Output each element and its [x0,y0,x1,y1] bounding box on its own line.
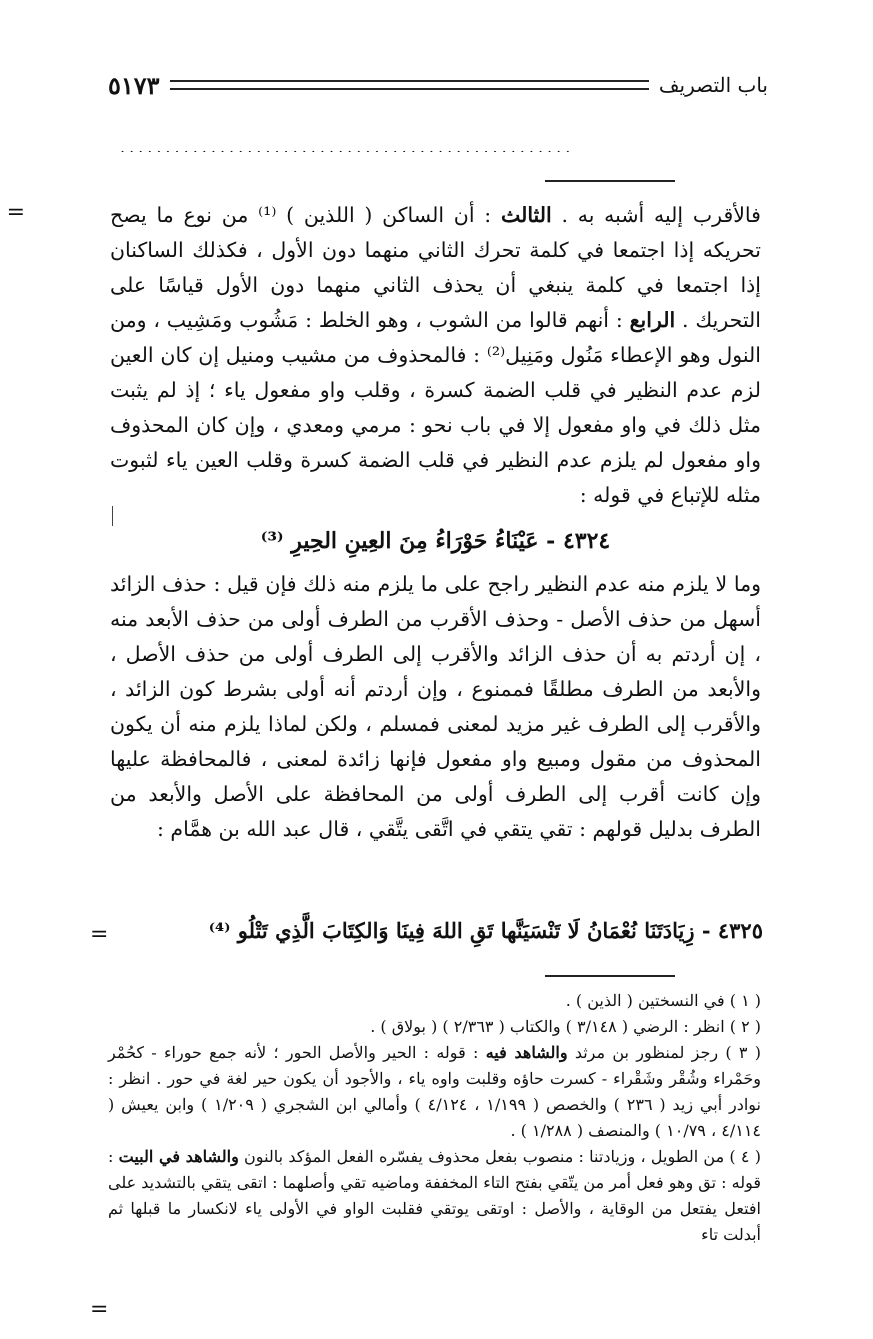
running-header [108,60,768,110]
continuation-mark: = [6,200,25,225]
text-run: : قوله : الحير والأصل الحور ؛ لأنه جمع حوراء - كحُمْر وحَمْراء وشُقْر وشَقْراء - كسرت حاؤه وقلبت واوه ياء ، والأجود أن يكون حير لغة في حور . انظر : نوادر أبي زيد ( ٢٣٦ ) والخصص ( ١/١٩٩ ، ٤/١٢٤ ) وأمالي ابن الشجري ( ١/٢٠٩ ) وابن يعيش ( ٤/١١٤ ، ١٠/٧٩ ) والمنصف ( ١/٢٨٨ ) . [108,1043,762,1140]
text-run: : أنهم قالوا من الشوب ، وهو الخلط : مَشُوب ومَشِيب ، ومن النول وهو الإعطاء مَنُول ومَنِيل⁽²⁾ : فالمحذوف من مشيب ومنيل إن كان العين لزم عدم النظير في قلب الضمة كسرة ، وقلب واو مفعول ياء ؛ إذ لم يثبت مثل ذلك في واو مفعول إلا في باب نحو : مرمي ومعدي ، وإن كان المحذوف واو مفعول لم يلزم عدم النظير في قلب الضمة كسرة وقلب العين ياء لثبوت مثله للإتباع في قوله : [110,308,761,507]
footnote: ( ٢ ) انظر : الرضي ( ٣/١٤٨ ) والكتاب ( ٢/٣٦٣ ) ( بولاق ) . [370,1017,761,1036]
continuation-mark: = [90,1297,109,1322]
page-number: ٥١٧٣ [108,70,160,100]
footnote [108,1144,761,1248]
continuation-rule [545,180,675,182]
paragraph: وما لا يلزم منه عدم النظير راجح على ما يلزم منه ذلك فإن قيل : حذف الزائد أسهل من حذف الأصل - وحذف الأقرب من الطرف أولى من حذف الأبعد منه ، إن أردتم به أن حذف الزائد والأقرب إلى الطرف أولى من حذف الأصل ، والأبعد من الطرف مطلقًا فممنوع ، وإن أردتم أنه أولى بشرط كون الزائد ، والأقرب إلى الطرف غير مزيد لمعنى فمسلم ، ولكن لماذا يلزم منه أن يكون المحذوف من مقول ومبيع واو مفعول فإنها زائدة لمعنى ، فالمحافظة عليها وإن كانت أقرب إلى الطرف أولى من المحافظة على الأصل والأبعد من الطرف بدليل قولهم : تقي يتقي في اتَّقى يتَّقي ، قال عبد الله بن همَّام : [110,572,761,841]
main-text [110,198,761,847]
chapter-title: باب التصريف [658,73,768,97]
poetry-verse: ٤٣٢٥ - زِيَادَتَنَا نُعْمَانُ لَا تَنْسَيَنَّها تَقِ اللهَ فِينَا وَالكِتَابَ الَّذِي تَتْلُو ⁽⁴⁾ [208,918,763,943]
text-run: : قوله : تق وهو فعل أمر من يتّقي بفتح التاء المخففة وماضيه تقي وأصلهما : اتقى يتقي بالتشديد على افتعل يفتعل من الوقاية ، والأصل : اوتقى يوتقي فقلبت الواو في الأولى ياء لانكسار ما قبلها ثم أبدلت تاء [108,1147,761,1244]
text-run: : أن الساكن ( اللذين ) ⁽¹⁾ من نوع ما يصح تحريكه إذا اجتمعا في كلمة تحرك الثاني منهما دون الأول ، فكذلك الساكنان إذا اجتمعا في كلمة ينبغي أن يحذف الثاني منهما دون الأول قياسًا على التحريك . [110,203,762,332]
text-run: ( ٣ ) رجز لمنظور بن مرثد [567,1043,762,1062]
margin-mark [112,506,114,526]
bold-term: والشاهد فيه [485,1043,568,1062]
dotted-separator: .................................................. [120,138,575,152]
paragraph [110,198,761,513]
continuation-mark: = [90,922,109,947]
poetry-verse: ٤٣٢٤ - عَيْنَاءُ حَوْرَاءُ مِنَ العِينِ الحِيرِ ⁽³⁾ [260,528,611,554]
text-run: فالأقرب إليه أشبه به . [551,203,761,227]
bold-term: والشاهد في البيت [118,1147,239,1166]
footnote-rule [545,975,675,977]
footnote [108,1040,761,1144]
footnote: ( ١ ) في النسختين ( الذين ) . [565,991,761,1010]
header-rule [170,80,649,90]
footnotes [108,988,761,1248]
text-run: ( ٤ ) من الطويل ، وزيادتنا : منصوب بفعل محذوف يفسّره الفعل المؤكد بالنون [238,1147,762,1166]
bold-term: الثالث [500,203,552,227]
bold-term: الرابع [629,308,676,332]
